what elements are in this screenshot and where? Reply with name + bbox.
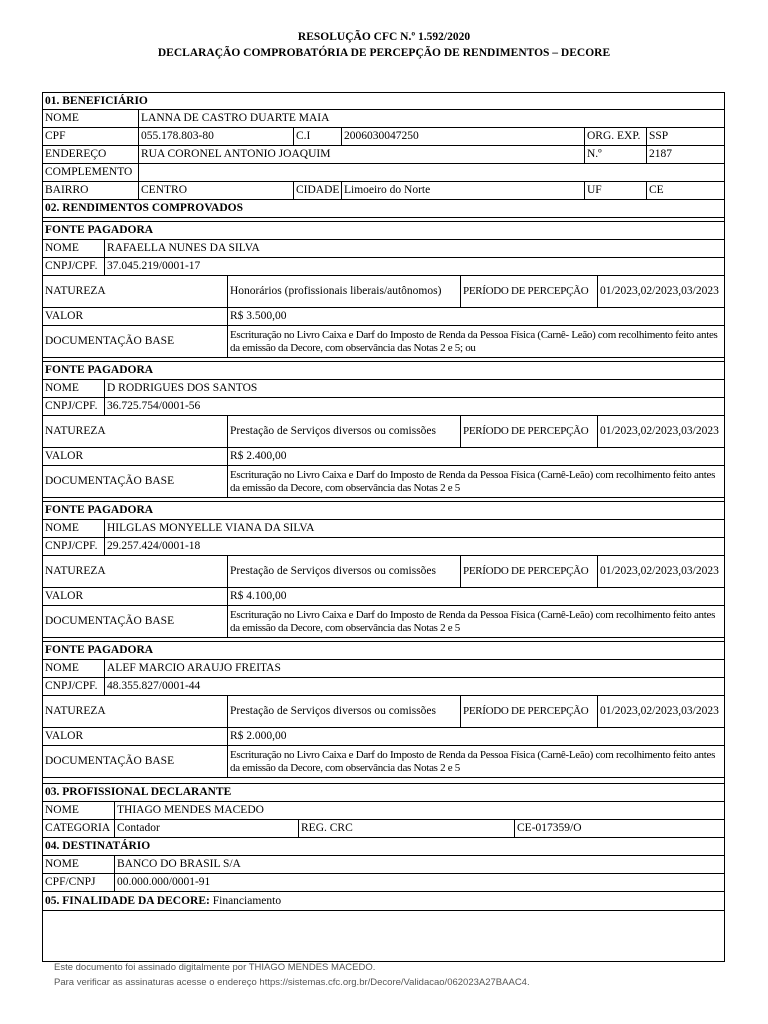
- profissional-nome-label: NOME: [43, 802, 115, 820]
- fonte-valor-label: VALOR: [43, 728, 228, 746]
- fonte-periodo: 01/2023,02/2023,03/2023: [598, 416, 725, 448]
- beneficiario-complemento: [139, 164, 725, 182]
- fonte-pagadora-title: FONTE PAGADORA: [43, 362, 725, 380]
- section-rendimentos-title: 02. RENDIMENTOS COMPROVADOS: [43, 200, 725, 218]
- fonte-valor-label: VALOR: [43, 448, 228, 466]
- fonte-valor: R$ 2.000,00: [228, 728, 725, 746]
- beneficiario-uf: CE: [647, 182, 725, 200]
- fonte-nome-label: NOME: [43, 520, 105, 538]
- fonte-natureza: Prestação de Serviços diversos ou comissões: [228, 556, 461, 588]
- fonte-doc-label: DOCUMENTAÇÃO BASE: [43, 606, 228, 638]
- fonte-cnpj: 37.045.219/0001-17: [105, 258, 725, 276]
- signature-notice: Este documento foi assinado digitalmente por THIAGO MENDES MACEDO.: [54, 962, 376, 973]
- fonte-valor: R$ 2.400,00: [228, 448, 725, 466]
- fonte-cnpj-label: CNPJ/CPF.: [43, 538, 105, 556]
- fonte-cnpj: 48.355.827/0001-44: [105, 678, 725, 696]
- fonte-cnpj-label: CNPJ/CPF.: [43, 398, 105, 416]
- fonte-valor: R$ 3.500,00: [228, 308, 725, 326]
- fonte-natureza: Prestação de Serviços diversos ou comissões: [228, 416, 461, 448]
- beneficiario-bairro-label: BAIRRO: [43, 182, 139, 200]
- profissional-categoria: Contador: [115, 820, 299, 838]
- beneficiario-bairro: CENTRO: [139, 182, 294, 200]
- fonte-cnpj: 29.257.424/0001-18: [105, 538, 725, 556]
- fonte-nome-label: NOME: [43, 660, 105, 678]
- fonte-nome: ALEF MARCIO ARAUJO FREITAS: [105, 660, 725, 678]
- profissional-categoria-label: CATEGORIA: [43, 820, 115, 838]
- fonte-nome: D RODRIGUES DOS SANTOS: [105, 380, 725, 398]
- beneficiario-org-label: ORG. EXP.: [585, 128, 647, 146]
- fonte-natureza: Prestação de Serviços diversos ou comissões: [228, 696, 461, 728]
- document-title: RESOLUÇÃO CFC N.º 1.592/2020: [297, 31, 471, 43]
- fonte-cnpj: 36.725.754/0001-56: [105, 398, 725, 416]
- fonte-valor: R$ 4.100,00: [228, 588, 725, 606]
- fonte-pagadora-table: [42, 641, 725, 778]
- fonte-nome: RAFAELLA NUNES DA SILVA: [105, 240, 725, 258]
- fonte-pagadora-title: FONTE PAGADORA: [43, 502, 725, 520]
- fonte-doc-label: DOCUMENTAÇÃO BASE: [43, 466, 228, 498]
- fonte-doc: Escrituração no Livro Caixa e Darf do Imposto de Renda da Pessoa Física (Carnê-Leão) com recolhimento feito antes da emissão da Decore, com observância das Notas 2 e 5: [228, 466, 725, 498]
- fonte-pagadora-table: [42, 501, 725, 638]
- beneficiario-nome-label: NOME: [43, 110, 139, 128]
- fonte-nome-label: NOME: [43, 380, 105, 398]
- section-beneficiario-title: 01. BENEFICIÁRIO: [43, 93, 725, 110]
- fonte-valor-label: VALOR: [43, 588, 228, 606]
- destinatario-nome-label: NOME: [43, 856, 115, 874]
- beneficiario-numero: 2187: [647, 146, 725, 164]
- fonte-natureza-label: NATUREZA: [43, 696, 228, 728]
- beneficiario-table: [42, 92, 725, 218]
- finalidade-label: 05. FINALIDADE DA DECORE:: [45, 894, 210, 907]
- profissional-nome: THIAGO MENDES MACEDO: [115, 802, 725, 820]
- beneficiario-numero-label: N.º: [585, 146, 647, 164]
- fonte-natureza-label: NATUREZA: [43, 416, 228, 448]
- fonte-cnpj-label: CNPJ/CPF.: [43, 258, 105, 276]
- fonte-periodo-label: PERÍODO DE PERCEPÇÃO: [461, 276, 598, 308]
- beneficiario-org: SSP: [647, 128, 725, 146]
- document-subtitle: DECLARAÇÃO COMPROBATÓRIA DE PERCEPÇÃO DE RENDIMENTOS – DECORE: [157, 47, 611, 59]
- beneficiario-endereco-label: ENDEREÇO: [43, 146, 139, 164]
- beneficiario-cidade-label: CIDADE: [294, 182, 342, 200]
- fonte-doc: Escrituração no Livro Caixa e Darf do Imposto de Renda da Pessoa Física (Carnê-Leão) com recolhimento feito antes da emissão da Decore, com observância das Notas 2 e 5: [228, 606, 725, 638]
- profissional-crc-label: REG. CRC: [299, 820, 515, 838]
- verification-notice: Para verificar as assinaturas acesse o endereço https://sistemas.cfc.org.br/Decore/Validacao/062023A27BAAC4.: [54, 977, 530, 988]
- fonte-pagadora-table: [42, 221, 725, 358]
- fonte-periodo-label: PERÍODO DE PERCEPÇÃO: [461, 416, 598, 448]
- fonte-doc: Escrituração no Livro Caixa e Darf do Imposto de Renda da Pessoa Física (Carnê- Leão) com recolhimento feito antes da emissão da Decore, com observância das Notas 2 e 5; ou: [228, 326, 725, 358]
- fonte-doc-label: DOCUMENTAÇÃO BASE: [43, 746, 228, 778]
- fonte-natureza-label: NATUREZA: [43, 556, 228, 588]
- finalidade-row: [43, 892, 725, 911]
- beneficiario-ci: 2006030047250: [342, 128, 585, 146]
- beneficiario-cidade: Limoeiro do Norte: [342, 182, 585, 200]
- fonte-natureza-label: NATUREZA: [43, 276, 228, 308]
- fonte-periodo: 01/2023,02/2023,03/2023: [598, 556, 725, 588]
- fonte-doc: Escrituração no Livro Caixa e Darf do Imposto de Renda da Pessoa Física (Carnê-Leão) com recolhimento feito antes da emissão da Decore, com observância das Notas 2 e 5: [228, 746, 725, 778]
- fonte-natureza: Honorários (profissionais liberais/autônomos): [228, 276, 461, 308]
- destinatario-cnpj: 00.000.000/0001-91: [115, 874, 725, 892]
- fonte-cnpj-label: CNPJ/CPF.: [43, 678, 105, 696]
- fonte-valor-label: VALOR: [43, 308, 228, 326]
- beneficiario-cpf-label: CPF: [43, 128, 139, 146]
- beneficiario-cpf: 055.178.803-80: [139, 128, 294, 146]
- beneficiario-endereco: RUA CORONEL ANTONIO JOAQUIM: [139, 146, 585, 164]
- fonte-nome-label: NOME: [43, 240, 105, 258]
- profissional-table: [42, 783, 725, 911]
- profissional-crc: CE-017359/O: [515, 820, 725, 838]
- fonte-doc-label: DOCUMENTAÇÃO BASE: [43, 326, 228, 358]
- beneficiario-uf-label: UF: [585, 182, 647, 200]
- fonte-periodo: 01/2023,02/2023,03/2023: [598, 696, 725, 728]
- destinatario-nome: BANCO DO BRASIL S/A: [115, 856, 725, 874]
- fonte-nome: HILGLAS MONYELLE VIANA DA SILVA: [105, 520, 725, 538]
- fonte-periodo: 01/2023,02/2023,03/2023: [598, 276, 725, 308]
- fonte-periodo-label: PERÍODO DE PERCEPÇÃO: [461, 556, 598, 588]
- finalidade-value: Financiamento: [212, 894, 282, 907]
- section-destinatario-title: 04. DESTINATÁRIO: [43, 838, 725, 856]
- fonte-pagadora-title: FONTE PAGADORA: [43, 222, 725, 240]
- destinatario-cnpj-label: CPF/CNPJ: [43, 874, 115, 892]
- fonte-periodo-label: PERÍODO DE PERCEPÇÃO: [461, 696, 598, 728]
- section-profissional-title: 03. PROFISSIONAL DECLARANTE: [43, 784, 725, 802]
- fonte-pagadora-title: FONTE PAGADORA: [43, 642, 725, 660]
- fonte-pagadora-table: [42, 361, 725, 498]
- beneficiario-complemento-label: COMPLEMENTO: [43, 164, 139, 182]
- beneficiario-nome: LANNA DE CASTRO DUARTE MAIA: [139, 110, 725, 128]
- beneficiario-ci-label: C.I: [294, 128, 342, 146]
